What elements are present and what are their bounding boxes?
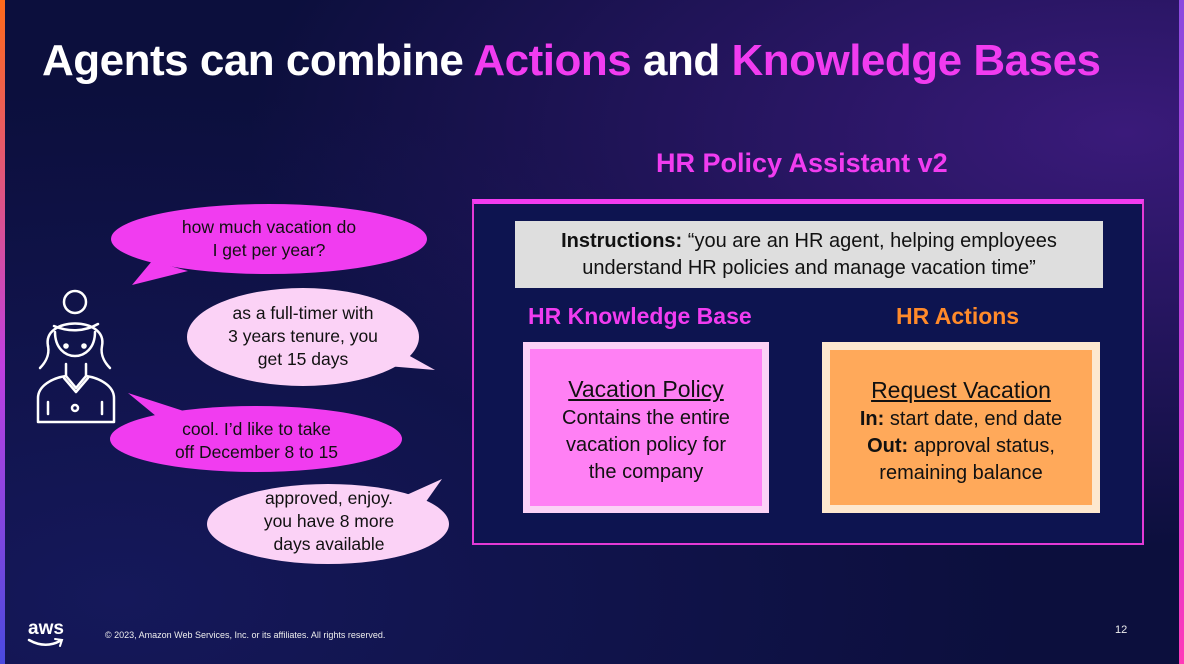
- left-accent-bar: [0, 0, 5, 664]
- bubble-line: how much vacation do: [181, 217, 357, 237]
- kb-line: the company: [588, 461, 704, 483]
- actions-heading: HR Actions: [896, 303, 1020, 329]
- bubble-line: off December 8 to 15: [174, 442, 339, 462]
- title-mid: and: [631, 36, 732, 85]
- bubble-line: approved, enjoy.: [264, 488, 394, 508]
- action-out-text: approval status,: [908, 435, 1055, 457]
- page-number: 12: [1115, 624, 1128, 636]
- action-output-line3: remaining balance: [879, 462, 1043, 484]
- aws-smile-icon: [27, 637, 65, 649]
- aws-logo: aws: [28, 618, 64, 639]
- bubble-line: as a full-timer with: [232, 303, 374, 323]
- chat-bubble-user-1: [110, 203, 428, 285]
- right-accent-bar: [1179, 0, 1184, 664]
- kb-line: Contains the entire: [562, 407, 730, 429]
- title-highlight-knowledge-bases: Knowledge Bases: [731, 36, 1101, 85]
- bubble-line: I get per year?: [212, 240, 326, 260]
- kb-card-title: Vacation Policy: [568, 376, 724, 402]
- actions-card-inner: [830, 350, 1092, 505]
- copyright-notice: © 2023, Amazon Web Services, Inc. or its affiliates. All rights reserved.: [105, 630, 386, 640]
- actions-card: [822, 342, 1100, 513]
- chat-bubble-agent-1: [187, 288, 442, 386]
- title-prefix: Agents can combine: [42, 36, 474, 85]
- instructions-line2: understand HR policies and manage vacation time”: [582, 257, 1036, 279]
- kb-line: vacation policy for: [565, 434, 727, 456]
- slide-title: [42, 36, 1101, 86]
- instructions-line1: “you are an HR agent, helping employees: [687, 230, 1057, 252]
- employee-avatar-icon: [28, 288, 124, 424]
- bubble-line: 3 years tenure, you: [228, 326, 378, 346]
- bubble-line: days available: [273, 534, 385, 554]
- chat-bubble-user-2: [110, 393, 403, 473]
- instructions-label: Instructions:: [561, 230, 683, 252]
- chat-bubble-agent-2: [206, 477, 452, 565]
- title-highlight-actions: Actions: [473, 36, 632, 85]
- action-in-text: start date, end date: [884, 408, 1063, 430]
- action-input-line: [830, 406, 1092, 433]
- agent-name: HR Policy Assistant v2: [656, 148, 948, 178]
- bubble-line: you have 8 more: [263, 511, 395, 531]
- knowledge-base-heading: HR Knowledge Base: [528, 303, 752, 329]
- action-out-label: Out:: [867, 435, 909, 457]
- knowledge-base-card-inner: [530, 349, 762, 506]
- bubble-line: get 15 days: [257, 349, 349, 369]
- instructions-box: [515, 221, 1103, 288]
- action-in-label: In:: [859, 408, 885, 430]
- knowledge-base-card: [523, 342, 769, 513]
- action-card-title: Request Vacation: [871, 377, 1051, 403]
- bubble-line: cool. I’d like to take: [182, 419, 331, 439]
- action-output-line: [830, 433, 1092, 460]
